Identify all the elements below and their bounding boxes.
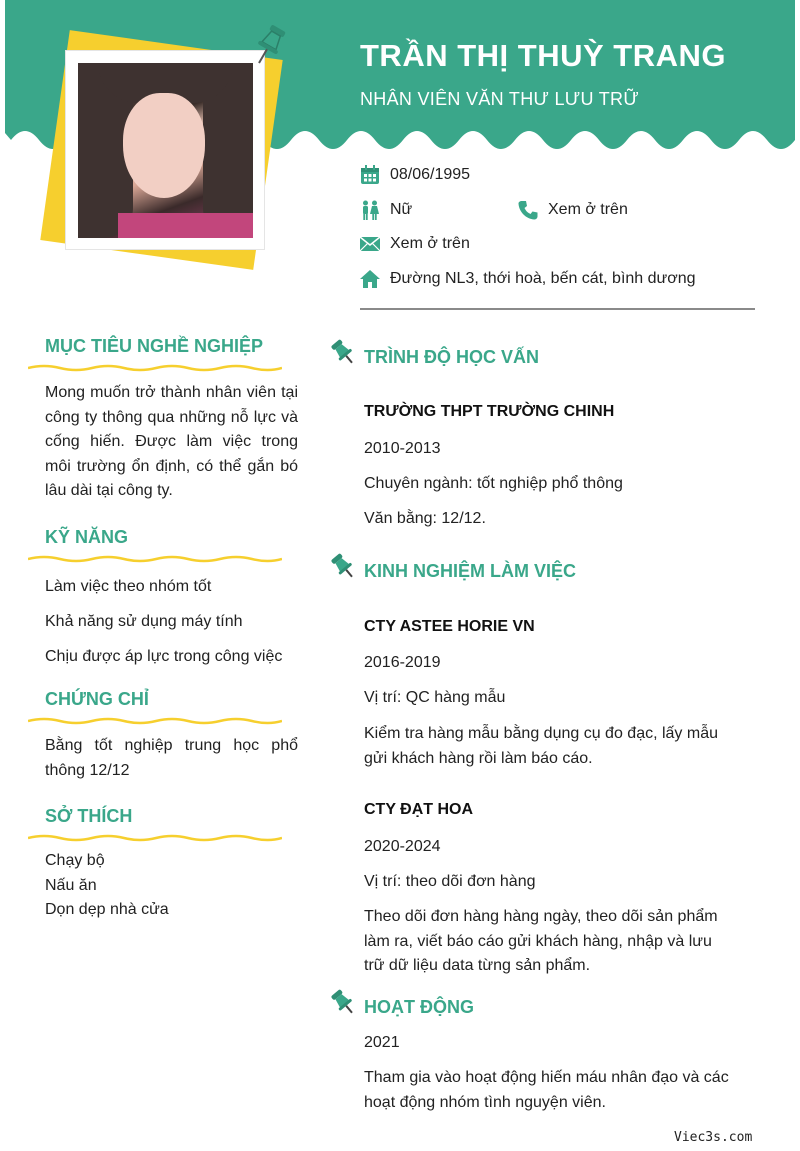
watermark: Viec3s.com [674,1130,753,1145]
section-underline [28,363,282,373]
education-major: Chuyên ngành: tốt nghiệp phổ thông [364,475,623,492]
pushpin-icon [248,22,292,68]
hobby-item: Nấu ăn [45,877,97,894]
activity-description: Tham gia vào hoạt động hiến máu nhân đạo và các hoạt động nhóm tình nguyện viên. [364,1069,729,1111]
job-title: NHÂN VIÊN VĂN THƯ LƯU TRỮ [360,89,639,109]
contact-birthdate [360,165,470,185]
education-years: 2010-2013 [364,440,441,457]
phone-value: Xem ở trên [548,201,628,218]
gender-icon [360,200,380,220]
pushpin-icon [329,988,357,1016]
company-name: CTY ĐẠT HOA [364,801,474,818]
skills-title: KỸ NĂNG [45,527,129,547]
contact-gender [360,200,412,220]
job-description: Theo dõi đơn hàng hàng ngày, theo dõi sản phẩm làm ra, viết báo cáo gửi khách hàng, nhập và lưu trữ dữ liệu data từng sản phẩm. [364,908,718,974]
birthdate-value: 08/06/1995 [390,166,471,183]
hobbies-title: SỞ THÍCH [45,806,133,826]
job-description: Kiểm tra hàng mẫu bằng dụng cụ đo đạc, lấy mẫu gửi khách hàng rồi làm báo cáo. [364,725,718,767]
email-icon [360,234,380,254]
education-title: TRÌNH ĐỘ HỌC VẤN [364,347,539,367]
certificate-text: Bằng tốt nghiệp trung học phổ thông 12/12 [45,737,298,779]
hobby-item: Chạy bộ [45,852,105,869]
section-underline [28,833,282,843]
section-underline [28,554,282,564]
activities-title: HOẠT ĐỘNG [364,997,474,1017]
objective-text: Mong muốn trở thành nhân viên tại công ty thông qua những nỗ lực và cống hiến. Được làm việc trong môi trường ổn định, có thể gắn bó lâu dài tại công ty. [45,384,298,499]
candidate-name: TRẦN THỊ THUỲ TRANG [360,38,726,73]
job-years: 2016-2019 [364,654,441,671]
pushpin-icon [329,338,357,366]
skill-item: Chịu được áp lực trong công việc [45,648,283,665]
job-position: Vị trí: theo dõi đơn hàng [364,873,536,890]
contact-email [360,234,470,254]
skill-item: Làm việc theo nhóm tốt [45,578,212,595]
contact-divider [360,308,755,310]
experience-title: KINH NGHIỆM LÀM VIỆC [364,561,577,581]
objective-title: MỤC TIÊU NGHỀ NGHIỆP [45,336,264,356]
skill-item: Khả năng sử dụng máy tính [45,613,243,630]
hobby-item: Dọn dẹp nhà cửa [45,901,169,918]
home-icon [360,269,380,289]
activity-year: 2021 [364,1034,400,1051]
calendar-icon [360,165,380,185]
contact-address [360,269,696,289]
pushpin-icon [329,552,357,580]
job-years: 2020-2024 [364,838,441,855]
address-value: Đường NL3, thới hoà, bến cát, bình dương [390,270,696,287]
email-value: Xem ở trên [390,235,470,252]
section-underline [28,716,282,726]
profile-photo [78,63,253,238]
contact-phone [518,200,628,220]
school-name: TRƯỜNG THPT TRƯỜNG CHINH [364,403,615,420]
gender-value: Nữ [390,201,413,218]
job-position: Vị trí: QC hàng mẫu [364,689,506,706]
company-name: CTY ASTEE HORIE VN [364,618,535,635]
phone-icon [518,200,538,220]
certificates-title: CHỨNG CHỈ [45,689,149,709]
education-degree: Văn bằng: 12/12. [364,510,486,527]
